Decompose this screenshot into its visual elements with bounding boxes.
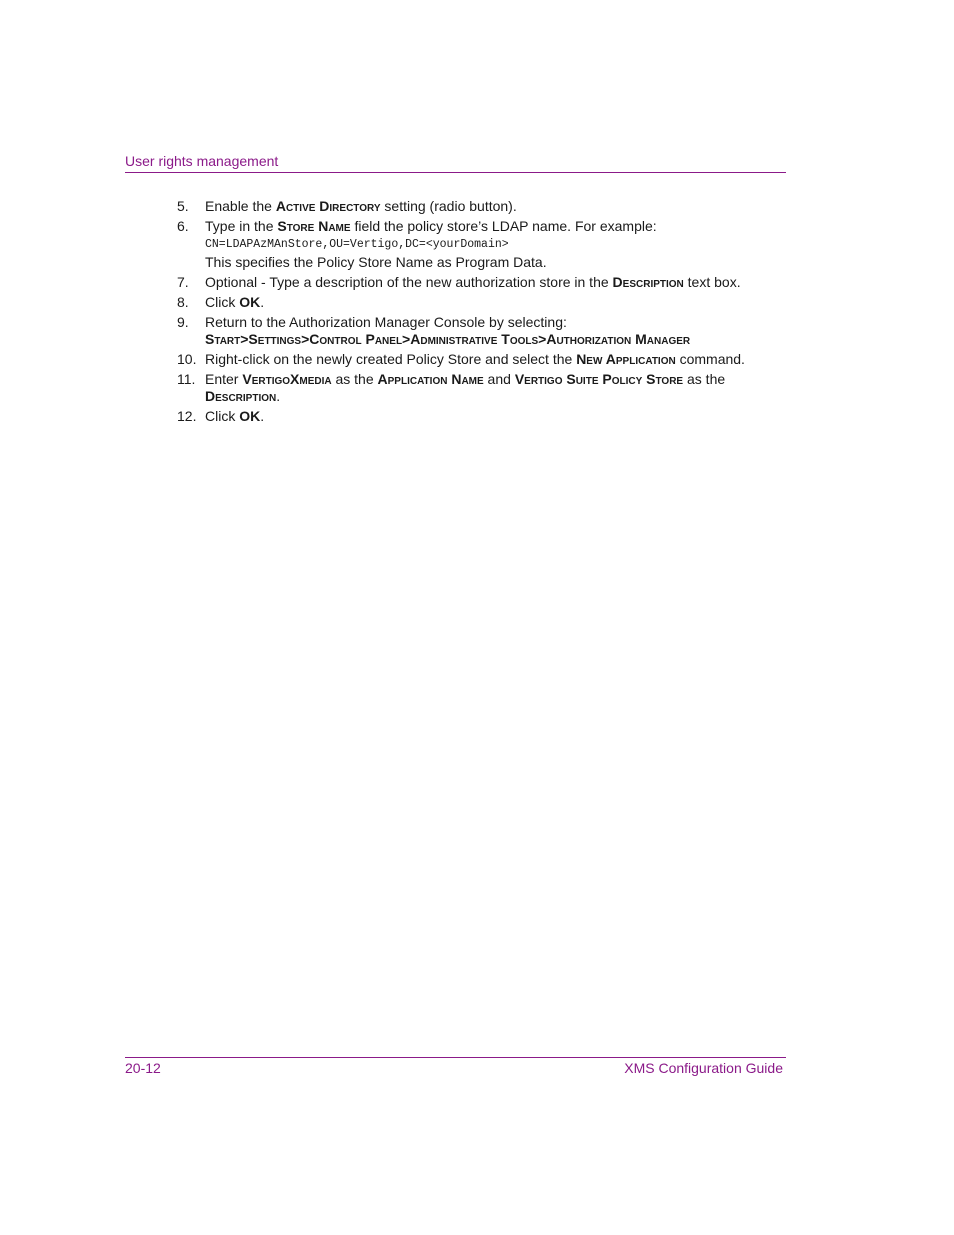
code-example: CN=LDAPAzMAnStore,OU=Vertigo,DC=<yourDomain> bbox=[205, 238, 509, 251]
guide-title: XMS Configuration Guide bbox=[624, 1060, 783, 1076]
step-number: 6. bbox=[177, 218, 189, 234]
step-text: Right-click on the newly created Policy Store and select the New Application command. bbox=[205, 351, 745, 367]
step-text: Return to the Authorization Manager Console by selecting: Start>Settings>Control Panel>Administrative Tools>Authorization Manager bbox=[205, 314, 747, 348]
step-number: 8. bbox=[177, 294, 189, 310]
step-11 bbox=[177, 371, 747, 405]
footer-divider bbox=[125, 1057, 786, 1058]
step-number: 10. bbox=[177, 351, 197, 367]
step-text: Optional - Type a description of the new authorization store in the Description text box. bbox=[205, 274, 741, 290]
step-text: Type in the Store Name field the policy store’s LDAP name. For example: CN=LDAPAzMAnStore,OU=Vertigo,DC=<yourDomain> This specifies the Policy Store Name as Program Data. bbox=[205, 218, 747, 271]
step-text: Click OK. bbox=[205, 294, 265, 310]
step-8 bbox=[177, 294, 747, 311]
step-number: 7. bbox=[177, 274, 189, 290]
page-number: 20-12 bbox=[125, 1060, 161, 1076]
step-6 bbox=[177, 218, 747, 271]
page-header-title: User rights management bbox=[125, 153, 279, 169]
step-text: Click OK. bbox=[205, 408, 265, 424]
step-number: 11. bbox=[177, 371, 196, 387]
step-text: Enter VertigoXmedia as the Application Name and Vertigo Suite Policy Store as the Description. bbox=[205, 371, 726, 404]
step-number: 12. bbox=[177, 408, 197, 424]
step-12 bbox=[177, 408, 747, 425]
step-text: Enable the Active Directory setting (radio button). bbox=[205, 198, 517, 214]
step-7 bbox=[177, 274, 747, 291]
steps-list bbox=[177, 198, 747, 428]
header-divider bbox=[125, 172, 786, 173]
step-10 bbox=[177, 351, 747, 368]
step-number: 5. bbox=[177, 198, 189, 214]
step-5 bbox=[177, 198, 747, 215]
step-number: 9. bbox=[177, 314, 189, 330]
menu-path: Start>Settings>Control Panel>Administrative Tools>Authorization Manager bbox=[205, 331, 691, 347]
step-note: This specifies the Policy Store Name as Program Data. bbox=[205, 254, 547, 270]
step-9 bbox=[177, 314, 747, 348]
